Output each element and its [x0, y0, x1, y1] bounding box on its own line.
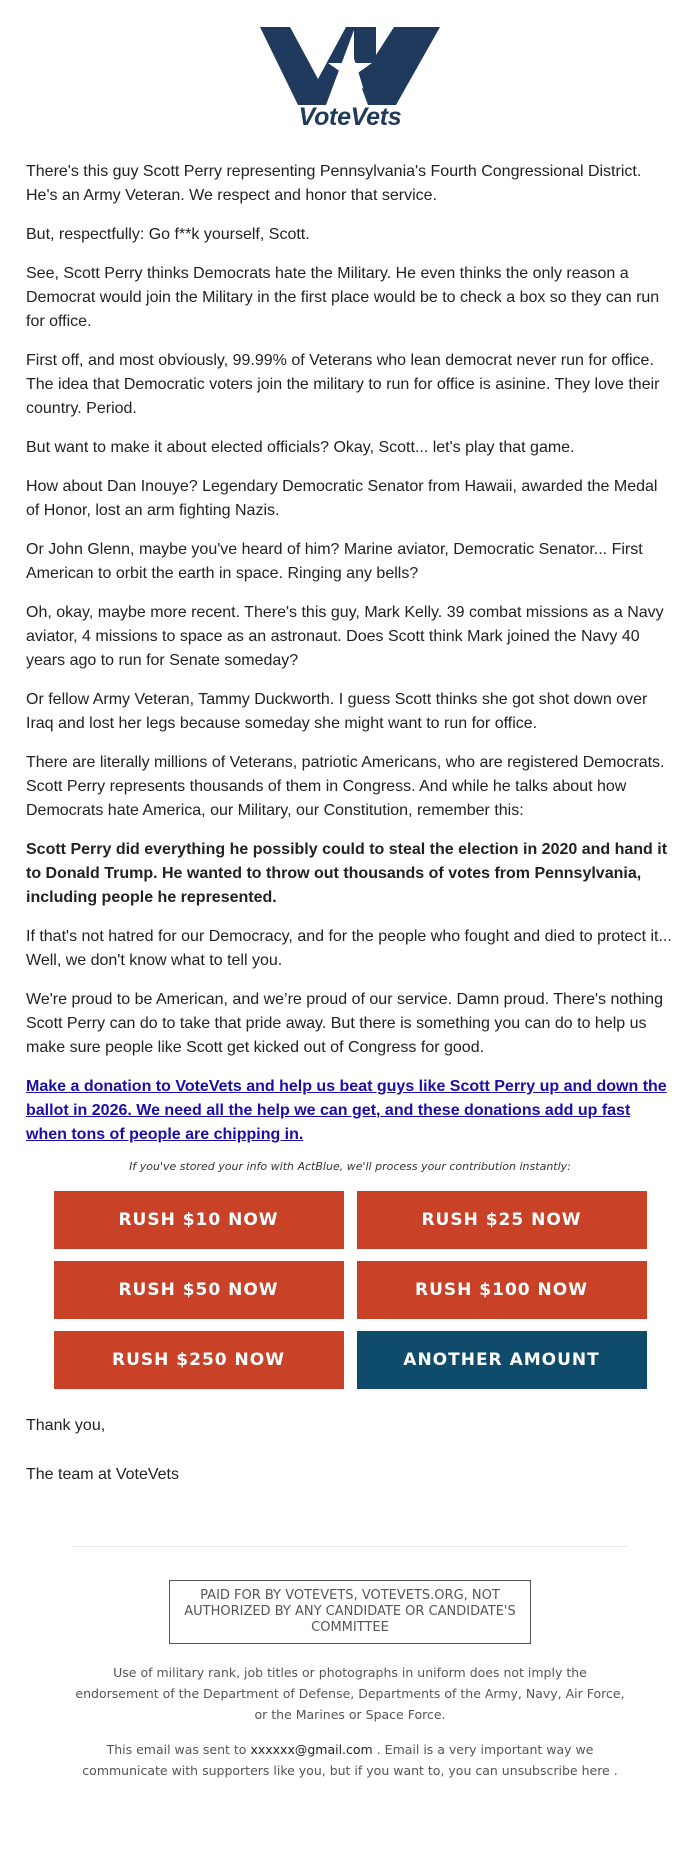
sent-to-notice — [70, 1739, 630, 1781]
email-body — [26, 160, 674, 1147]
donation-cta-link[interactable]: Make a donation to VoteVets and help us beat guys like Scott Perry up and down the ballot in 2026. We need all the help we can get, and these donations add up fast when tons of people are chipping in. — [26, 1078, 667, 1143]
paragraph: But want to make it about elected officials? Okay, Scott... let's play that game. — [26, 439, 575, 456]
rush-250-button[interactable]: RUSH $250 NOW — [54, 1331, 344, 1389]
paragraph: Or John Glenn, maybe you've heard of him? Marine aviator, Democratic Senator... First American to orbit the earth in space. Ringing any bells? — [26, 541, 643, 582]
paragraph: Oh, okay, maybe more recent. There's this guy, Mark Kelly. 39 combat missions as a Navy aviator, 4 missions to space as an astronaut. Does Scott think Mark joined the Navy 40 years ago to run for Senate someday? — [26, 604, 664, 669]
votevets-vv-star-icon — [260, 27, 440, 105]
paragraph: If that's not hatred for our Democracy, and for the people who fought and died to protect it... Well, we don't know what to tell you. — [26, 928, 672, 969]
rush-100-button[interactable]: RUSH $100 NOW — [357, 1261, 647, 1319]
recipient-email: xxxxxx@gmail.com — [250, 1742, 373, 1757]
paragraph: We're proud to be American, and we’re proud of our service. Damn proud. There's nothing Scott Perry can do to take that pride away. But there is something you can do to help us make sure people like Scott get kicked out of Congress for good. — [26, 991, 663, 1056]
paragraph: Or fellow Army Veteran, Tammy Duckworth. I guess Scott thinks she got shot down over Iraq and lost her legs because someday she might want to run for office. — [26, 691, 648, 732]
rush-10-button[interactable]: RUSH $10 NOW — [54, 1191, 344, 1249]
paragraph: See, Scott Perry thinks Democrats hate the Military. He even thinks the only reason a Democrat would join the Military in the first place would be to check a box so they can run for office. — [26, 265, 660, 330]
paragraph: There are literally millions of Veterans, patriotic Americans, who are registered Democrats. Scott Perry represents thousands of them in Congress. And while he talks about how Democrats hate America, our Military, our Constitution, remember this: — [26, 754, 665, 819]
actblue-note: If you've stored your info with ActBlue, we'll process your contribution instantly: — [129, 1160, 571, 1173]
sent-suffix[interactable]: . Email is a very important way we communicate with supporters like you, but if you want to, you can unsubscribe here . — [82, 1742, 618, 1778]
donation-button-grid — [0, 1191, 700, 1389]
signoff — [26, 1414, 674, 1487]
logo-wordmark: VoteVets — [298, 103, 402, 131]
paragraph: How about Dan Inouye? Legendary Democratic Senator from Hawaii, awarded the Medal of Honor, lost an arm fighting Nazis. — [26, 478, 658, 519]
footer-divider — [73, 1546, 628, 1547]
rush-50-button[interactable]: RUSH $50 NOW — [54, 1261, 344, 1319]
email-page — [0, 27, 700, 1781]
sent-prefix: This email was sent to — [106, 1742, 247, 1757]
votevets-logo — [255, 27, 445, 132]
rush-25-button[interactable]: RUSH $25 NOW — [357, 1191, 647, 1249]
thanks-line: Thank you, — [26, 1417, 106, 1434]
another-amount-button[interactable]: ANOTHER AMOUNT — [357, 1331, 647, 1389]
footer-fine-print — [70, 1662, 630, 1781]
paragraph: But, respectfully: Go f**k yourself, Scott. — [26, 226, 310, 243]
paragraph: First off, and most obviously, 99.99% of Veterans who lean democrat never run for office. The idea that Democratic voters join the military to run for office is asinine. They love their country. Period. — [26, 352, 660, 417]
paragraph: There's this guy Scott Perry representing Pennsylvania's Fourth Congressional District. He's an Army Veteran. We respect and honor that service. — [26, 163, 642, 204]
bold-paragraph: Scott Perry did everything he possibly could to steal the election in 2020 and hand it to Donald Trump. He wanted to throw out thousands of votes from Pennsylvania, including people he represented. — [26, 841, 668, 906]
military-disclaimer: Use of military rank, job titles or photographs in uniform does not imply the endorsement of the Department of Defense, Departments of the Army, Navy, Air Force, or the Marines or Space Force. — [75, 1665, 625, 1722]
team-line: The team at VoteVets — [26, 1466, 179, 1483]
paid-for-disclaimer: PAID FOR BY VOTEVETS, VOTEVETS.ORG, NOT AUTHORIZED BY ANY CANDIDATE OR CANDIDATE'S COMMITTEE — [169, 1580, 531, 1644]
